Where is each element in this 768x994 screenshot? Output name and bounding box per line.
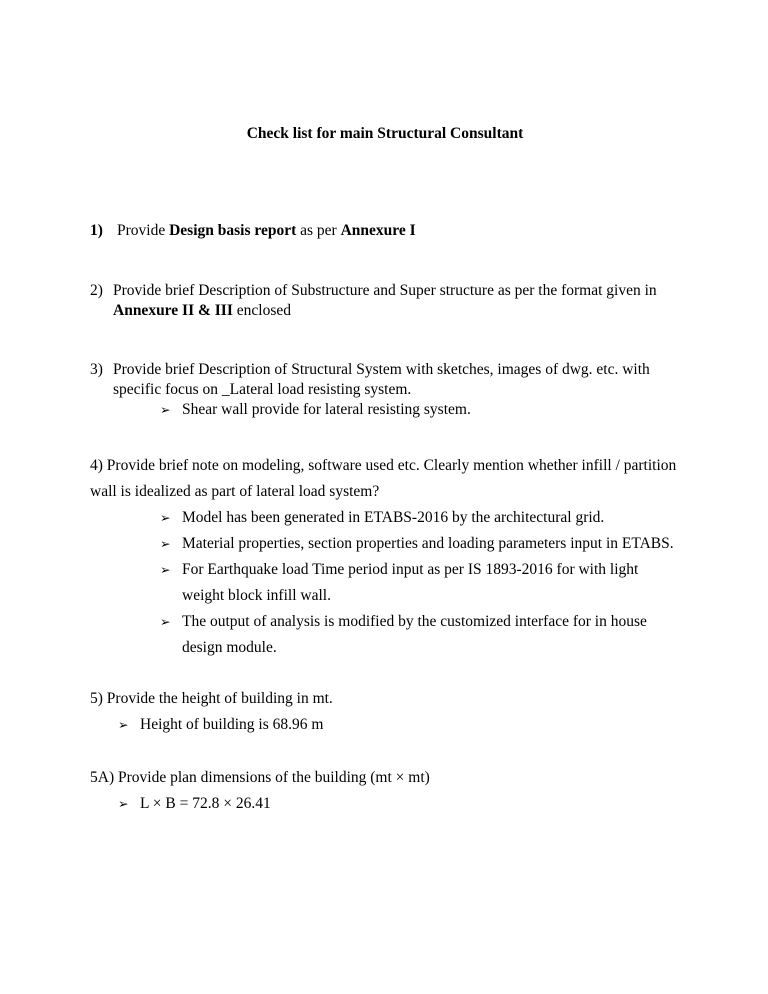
list-item-5 xyxy=(90,686,680,738)
text-run: enclosed xyxy=(232,302,291,319)
bullet-item xyxy=(160,531,680,557)
bullet-text: Material properties, section properties and loading parameters input in ETABS. xyxy=(182,535,674,552)
bullet-arrow-icon: ➢ xyxy=(160,536,171,551)
bullet-item xyxy=(118,712,680,738)
bullet-arrow-icon: ➢ xyxy=(160,562,171,577)
item-5a-text: 5A) Provide plan dimensions of the building (mt × mt) xyxy=(90,769,430,786)
item-4-text: 4) Provide brief note on modeling, software used etc. Clearly mention whether infill / partition wall is idealized as part of lateral load system? xyxy=(90,457,677,500)
item-5-text: 5) Provide the height of building in mt. xyxy=(90,690,333,707)
bullet-text: Model has been generated in ETABS-2016 by the architectural grid. xyxy=(182,509,605,526)
text-run-bold: Annexure II & III xyxy=(113,302,233,319)
list-item-2 xyxy=(90,281,680,321)
list-item-4 xyxy=(90,453,680,661)
bullet-text: For Earthquake load Time period input as per IS 1893-2016 for with light weight block infill wall. xyxy=(182,561,639,604)
list-item-5a xyxy=(90,765,680,817)
item-1-number: 1) xyxy=(90,222,103,239)
bullet-item xyxy=(160,557,680,609)
bullet-item xyxy=(160,400,680,420)
text-run: Provide brief Description of Structural System with sketches, images of dwg. etc. with specific focus on _Lateral load resisting system. xyxy=(113,361,650,398)
bullet-arrow-icon: ➢ xyxy=(160,614,171,629)
list-item-3 xyxy=(90,360,680,420)
text-run: as per xyxy=(296,222,341,239)
bullet-item xyxy=(118,791,680,817)
bullet-item xyxy=(160,505,680,531)
text-run-bold: Design basis report xyxy=(169,222,297,239)
text-run: Provide xyxy=(117,222,170,239)
item-3-number: 3) xyxy=(90,361,103,378)
item-2-number: 2) xyxy=(90,282,103,299)
bullet-item xyxy=(160,609,680,661)
bullet-arrow-icon: ➢ xyxy=(160,402,171,417)
bullet-text: L × B = 72.8 × 26.41 xyxy=(140,795,271,812)
bullet-text: Height of building is 68.96 m xyxy=(140,716,324,733)
item-3-text xyxy=(113,360,680,420)
item-2-text xyxy=(113,281,680,321)
item-4-bullet-list xyxy=(160,505,680,661)
document-title: Check list for main Structural Consultant xyxy=(246,125,524,142)
bullet-arrow-icon: ➢ xyxy=(118,796,129,811)
item-1-text xyxy=(117,221,680,241)
list-item-1 xyxy=(90,221,680,241)
bullet-text: The output of analysis is modified by the customized interface for in house design module. xyxy=(182,613,647,656)
text-run: Provide brief Description of Substructure and Super structure as per the format given in xyxy=(113,282,657,299)
bullet-arrow-icon: ➢ xyxy=(160,510,171,525)
text-run-bold: Annexure I xyxy=(340,222,416,239)
bullet-arrow-icon: ➢ xyxy=(118,717,129,732)
bullet-text: Shear wall provide for lateral resisting system. xyxy=(182,401,471,418)
